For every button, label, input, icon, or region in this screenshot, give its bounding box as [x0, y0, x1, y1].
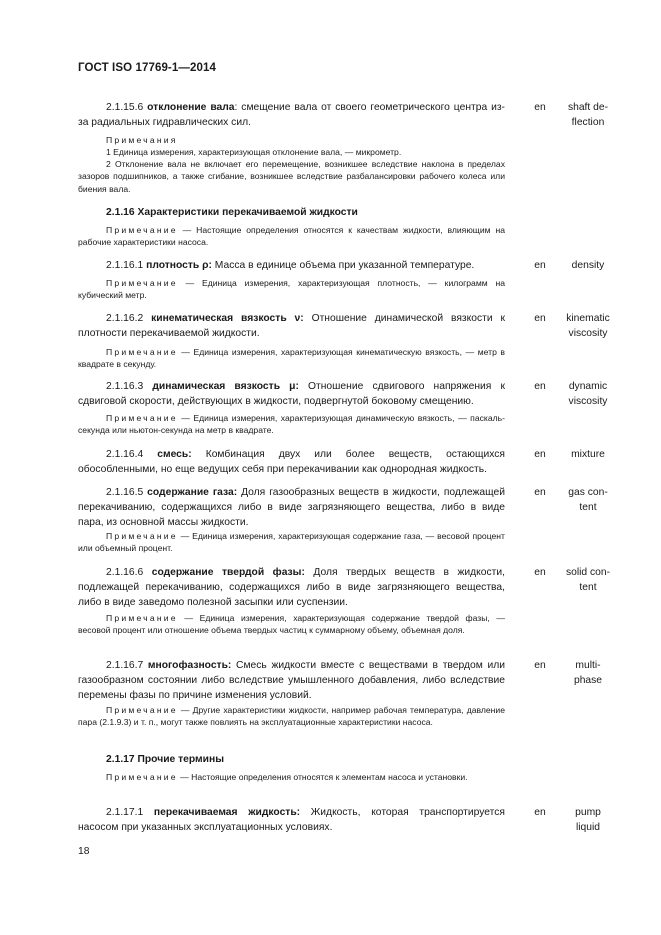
english-term: density — [571, 260, 605, 271]
english-term: kinematic viscosity — [566, 313, 610, 339]
english-term: multi- phase — [573, 660, 603, 686]
term-name: кинематическая вязкость ν: — [151, 313, 304, 324]
lang-code: en — [534, 381, 546, 392]
section-note: Примечание — Настоящие определения относятся к качествам жидкости, влияющим на рабочие характеристики насоса. — [78, 225, 505, 248]
english-term: pump liquid — [575, 807, 601, 833]
lang-code: en — [534, 313, 546, 324]
lang-code: en — [534, 660, 546, 671]
page-number: 18 — [78, 846, 90, 857]
section-note: Примечание — Настоящие определения относятся к элементам насоса и установки. — [106, 772, 468, 782]
note-1: 1 Единица измерения, характеризующая отклонение вала, — микрометр. — [106, 147, 402, 157]
document-header: ГОСТ ISO 17769-1—2014 — [78, 62, 216, 74]
lang-code: en — [534, 260, 546, 271]
lang-code: en — [534, 487, 546, 498]
term-note: Примечание — Единица измерения, характеризующая плотность, — килограмм на кубический метр. — [78, 278, 505, 301]
term-name: многофазность: — [147, 660, 232, 671]
term-note: Примечание — Единица измерения, характеризующая содержание газа, — весовой процент или объемный процент. — [78, 531, 505, 554]
term-2-1-16-3: 2.1.16.3 динамическая вязкость μ: Отношение сдвигового напряжения к сдвиговой скорости, действующих в жидкости, подвергнутой боковому смещению. — [78, 381, 505, 407]
term-note: Примечание — Единица измерения, характеризующая динамическую вязкость, — паскаль-секунда или ньютон-секунда на метр в квадрате. — [78, 413, 505, 436]
term-note: Примечание — Другие характеристики жидкости, например рабочая температура, давление пара (2.1.9.3) и т. п., могут также повлиять на эксплуатационные характеристики насоса. — [78, 705, 505, 728]
term-2-1-16-2: 2.1.16.2 кинематическая вязкость ν: Отношение динамической вязкости к плотности перекачиваемой жидкости. — [78, 313, 505, 339]
lang-code: en — [534, 102, 546, 113]
term-note: Примечание — Единица измерения, характеризующая содержание твердой фазы, — весовой процент или отношение объема твердых частиц к суммарному объему, объемная доля. — [78, 613, 505, 636]
term-name: содержание твердой фазы: — [151, 567, 305, 578]
english-term: gas con- tent — [568, 487, 608, 513]
term-2-1-17-1: 2.1.17.1 перекачиваемая жидкость: Жидкость, которая транспортируется насосом при указанных эксплуатационных условиях. — [78, 807, 505, 833]
term-2-1-16-7: 2.1.16.7 многофазность: Смесь жидкости вместе с веществами в твердом или газообразном состоянии либо вследствие умышленного добавления, либо вследствие перемены фазы по причине изменения условий. — [78, 660, 505, 701]
english-term: solid con- tent — [565, 567, 611, 593]
lang-code: en — [534, 449, 546, 460]
term-note: Примечание — Единица измерения, характеризующая кинематическую вязкость, — метр в квадрате в секунду. — [78, 347, 505, 370]
term-2-1-16-1: 2.1.16.1 плотность ρ: Масса в единице объема при указанной температуре. — [106, 260, 475, 271]
term-name: отклонение вала — [147, 102, 235, 113]
notes-title: Примечания — [106, 135, 178, 145]
term-2-1-16-6: 2.1.16.6 содержание твердой фазы: Доля твердых веществ в жидкости, подлежащей перекачиванию, содержащихся либо в виде загрязняющего вещества, либо в виде заведомо полезной засыпки или суспензии. — [78, 567, 505, 608]
section-title-2-1-17: 2.1.17 Прочие термины — [106, 754, 224, 765]
term-name: содержание газа: — [147, 487, 238, 498]
term-name: плотность ρ: — [146, 260, 212, 271]
english-term: mixture — [571, 449, 605, 460]
term-name: перекачиваемая жидкость: — [153, 807, 301, 818]
note-2: 2 Отклонение вала не включает его перемещение, возникшее вследствие наклона в пределах зазоров подшипников, а также сгибание, возникшее вследствие разбалансировки рабочего колеса или биения вала. — [78, 159, 505, 194]
term-name: динамическая вязкость μ: — [152, 381, 299, 392]
lang-code: en — [534, 807, 546, 818]
term-name: смесь: — [157, 449, 192, 460]
term-2-1-15-6: 2.1.15.6 отклонение вала: смещение вала от своего геометрического центра из-за радиальных гидравлических сил. — [78, 102, 505, 128]
english-term: dynamic viscosity — [568, 381, 608, 407]
term-2-1-16-4: 2.1.16.4 смесь: Комбинация двух или более веществ, остающихся обособленными, но еще ведущих себя при перекачивании как однородная жидкость. — [78, 449, 505, 475]
term-2-1-16-5: 2.1.16.5 содержание газа: Доля газообразных веществ в жидкости, подлежащей перекачиванию, содержащихся либо в виде загрязняющего вещества, либо в виде пара, из основной массы жидкости. — [78, 487, 505, 528]
english-term: shaft de- flection — [567, 102, 609, 128]
section-title-2-1-16: 2.1.16 Характеристики перекачиваемой жидкости — [106, 207, 358, 218]
lang-code: en — [534, 567, 546, 578]
